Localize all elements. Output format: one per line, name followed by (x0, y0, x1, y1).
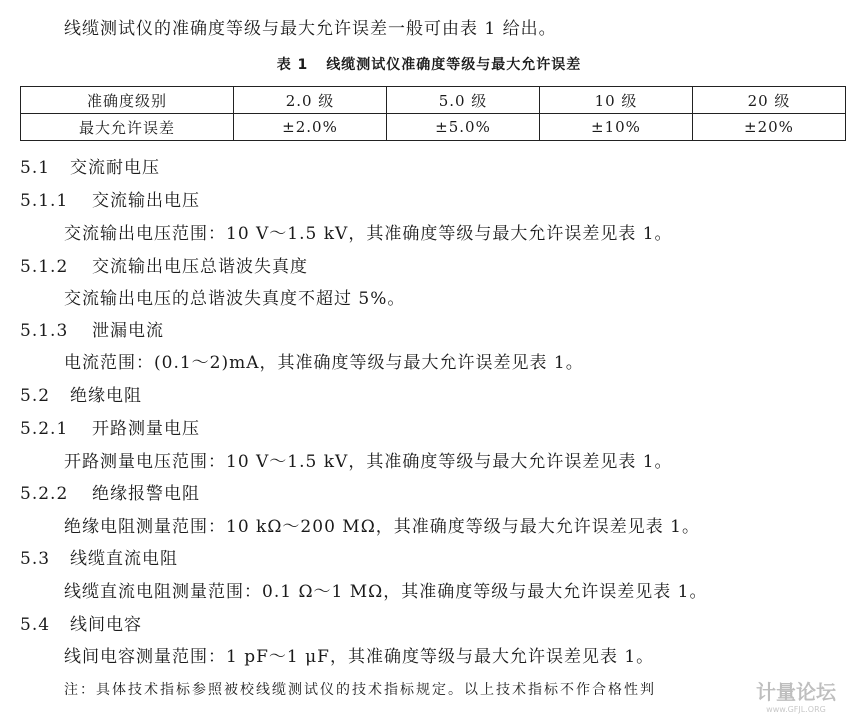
section-title: 交流输出电压 (92, 191, 200, 211)
table-caption-number: 表 1 (276, 57, 309, 73)
section-heading (20, 190, 200, 212)
section-body: 交流输出电压范围：10 V～1.5 kV，其准确度等级与最大允许误差见表 1。 (64, 224, 673, 244)
table-cell: ±10% (540, 114, 693, 141)
section-number: 5.1.2 (20, 257, 69, 277)
section-title: 线缆直流电阻 (70, 549, 178, 569)
section-title: 交流耐电压 (70, 158, 160, 178)
table-cell: 准确度级别 (21, 87, 234, 114)
section-title: 交流输出电压总谐波失真度 (92, 257, 308, 277)
watermark-text: 计量论坛 (756, 680, 836, 704)
section-number: 5.1 (20, 158, 51, 178)
section-number: 5.1.1 (20, 191, 69, 211)
section-body: 线缆直流电阻测量范围：0.1 Ω～1 MΩ，其准确度等级与最大允许误差见表 1。 (64, 582, 708, 602)
section-heading (20, 614, 142, 636)
section-title: 绝缘报警电阻 (92, 484, 200, 504)
table-cell: 最大允许误差 (21, 114, 234, 141)
accuracy-table (20, 86, 846, 141)
table-cell: ±2.0% (234, 114, 387, 141)
section-heading (20, 418, 200, 440)
table-caption (0, 54, 858, 74)
table-row-grade (21, 87, 846, 114)
section-body: 交流输出电压的总谐波失真度不超过 5%。 (64, 289, 406, 309)
section-heading (20, 483, 200, 505)
section-heading (20, 256, 308, 278)
section-title: 线间电容 (70, 615, 142, 635)
table-row-error (21, 114, 846, 141)
intro-paragraph: 线缆测试仪的准确度等级与最大允许误差一般可由表 1 给出。 (64, 19, 557, 39)
section-number: 5.3 (20, 549, 51, 569)
section-heading (20, 320, 164, 342)
table-caption-title: 线缆测试仪准确度等级与最大允许误差 (326, 57, 582, 73)
section-number: 5.1.3 (20, 321, 69, 341)
forum-watermark-logo (746, 675, 846, 715)
watermark-url: www.GFJL.ORG (766, 705, 826, 714)
table-cell: 2.0 级 (234, 87, 387, 114)
section-number: 5.4 (20, 615, 51, 635)
section-number: 5.2.1 (20, 419, 69, 439)
section-heading (20, 548, 178, 570)
section-heading (20, 157, 160, 179)
table-cell: ±5.0% (387, 114, 540, 141)
table-cell: ±20% (693, 114, 846, 141)
table-cell: 5.0 级 (387, 87, 540, 114)
section-title: 开路测量电压 (92, 419, 200, 439)
section-body: 开路测量电压范围：10 V～1.5 kV，其准确度等级与最大允许误差见表 1。 (64, 452, 673, 472)
section-number: 5.2.2 (20, 484, 69, 504)
section-title: 绝缘电阻 (70, 386, 142, 406)
section-title: 泄漏电流 (92, 321, 164, 341)
section-heading (20, 385, 142, 407)
section-body: 绝缘电阻测量范围：10 kΩ～200 MΩ，其准确度等级与最大允许误差见表 1。 (64, 517, 701, 537)
table-cell: 10 级 (540, 87, 693, 114)
table-cell: 20 级 (693, 87, 846, 114)
section-body: 电流范围：(0.1～2)mA，其准确度等级与最大允许误差见表 1。 (64, 353, 584, 373)
section-body: 线间电容测量范围：1 pF～1 μF，其准确度等级与最大允许误差见表 1。 (64, 647, 655, 667)
footnote: 注：具体技术指标参照被校线缆测试仪的技术指标规定。以上技术指标不作合格性判 (64, 682, 656, 698)
section-number: 5.2 (20, 386, 51, 406)
